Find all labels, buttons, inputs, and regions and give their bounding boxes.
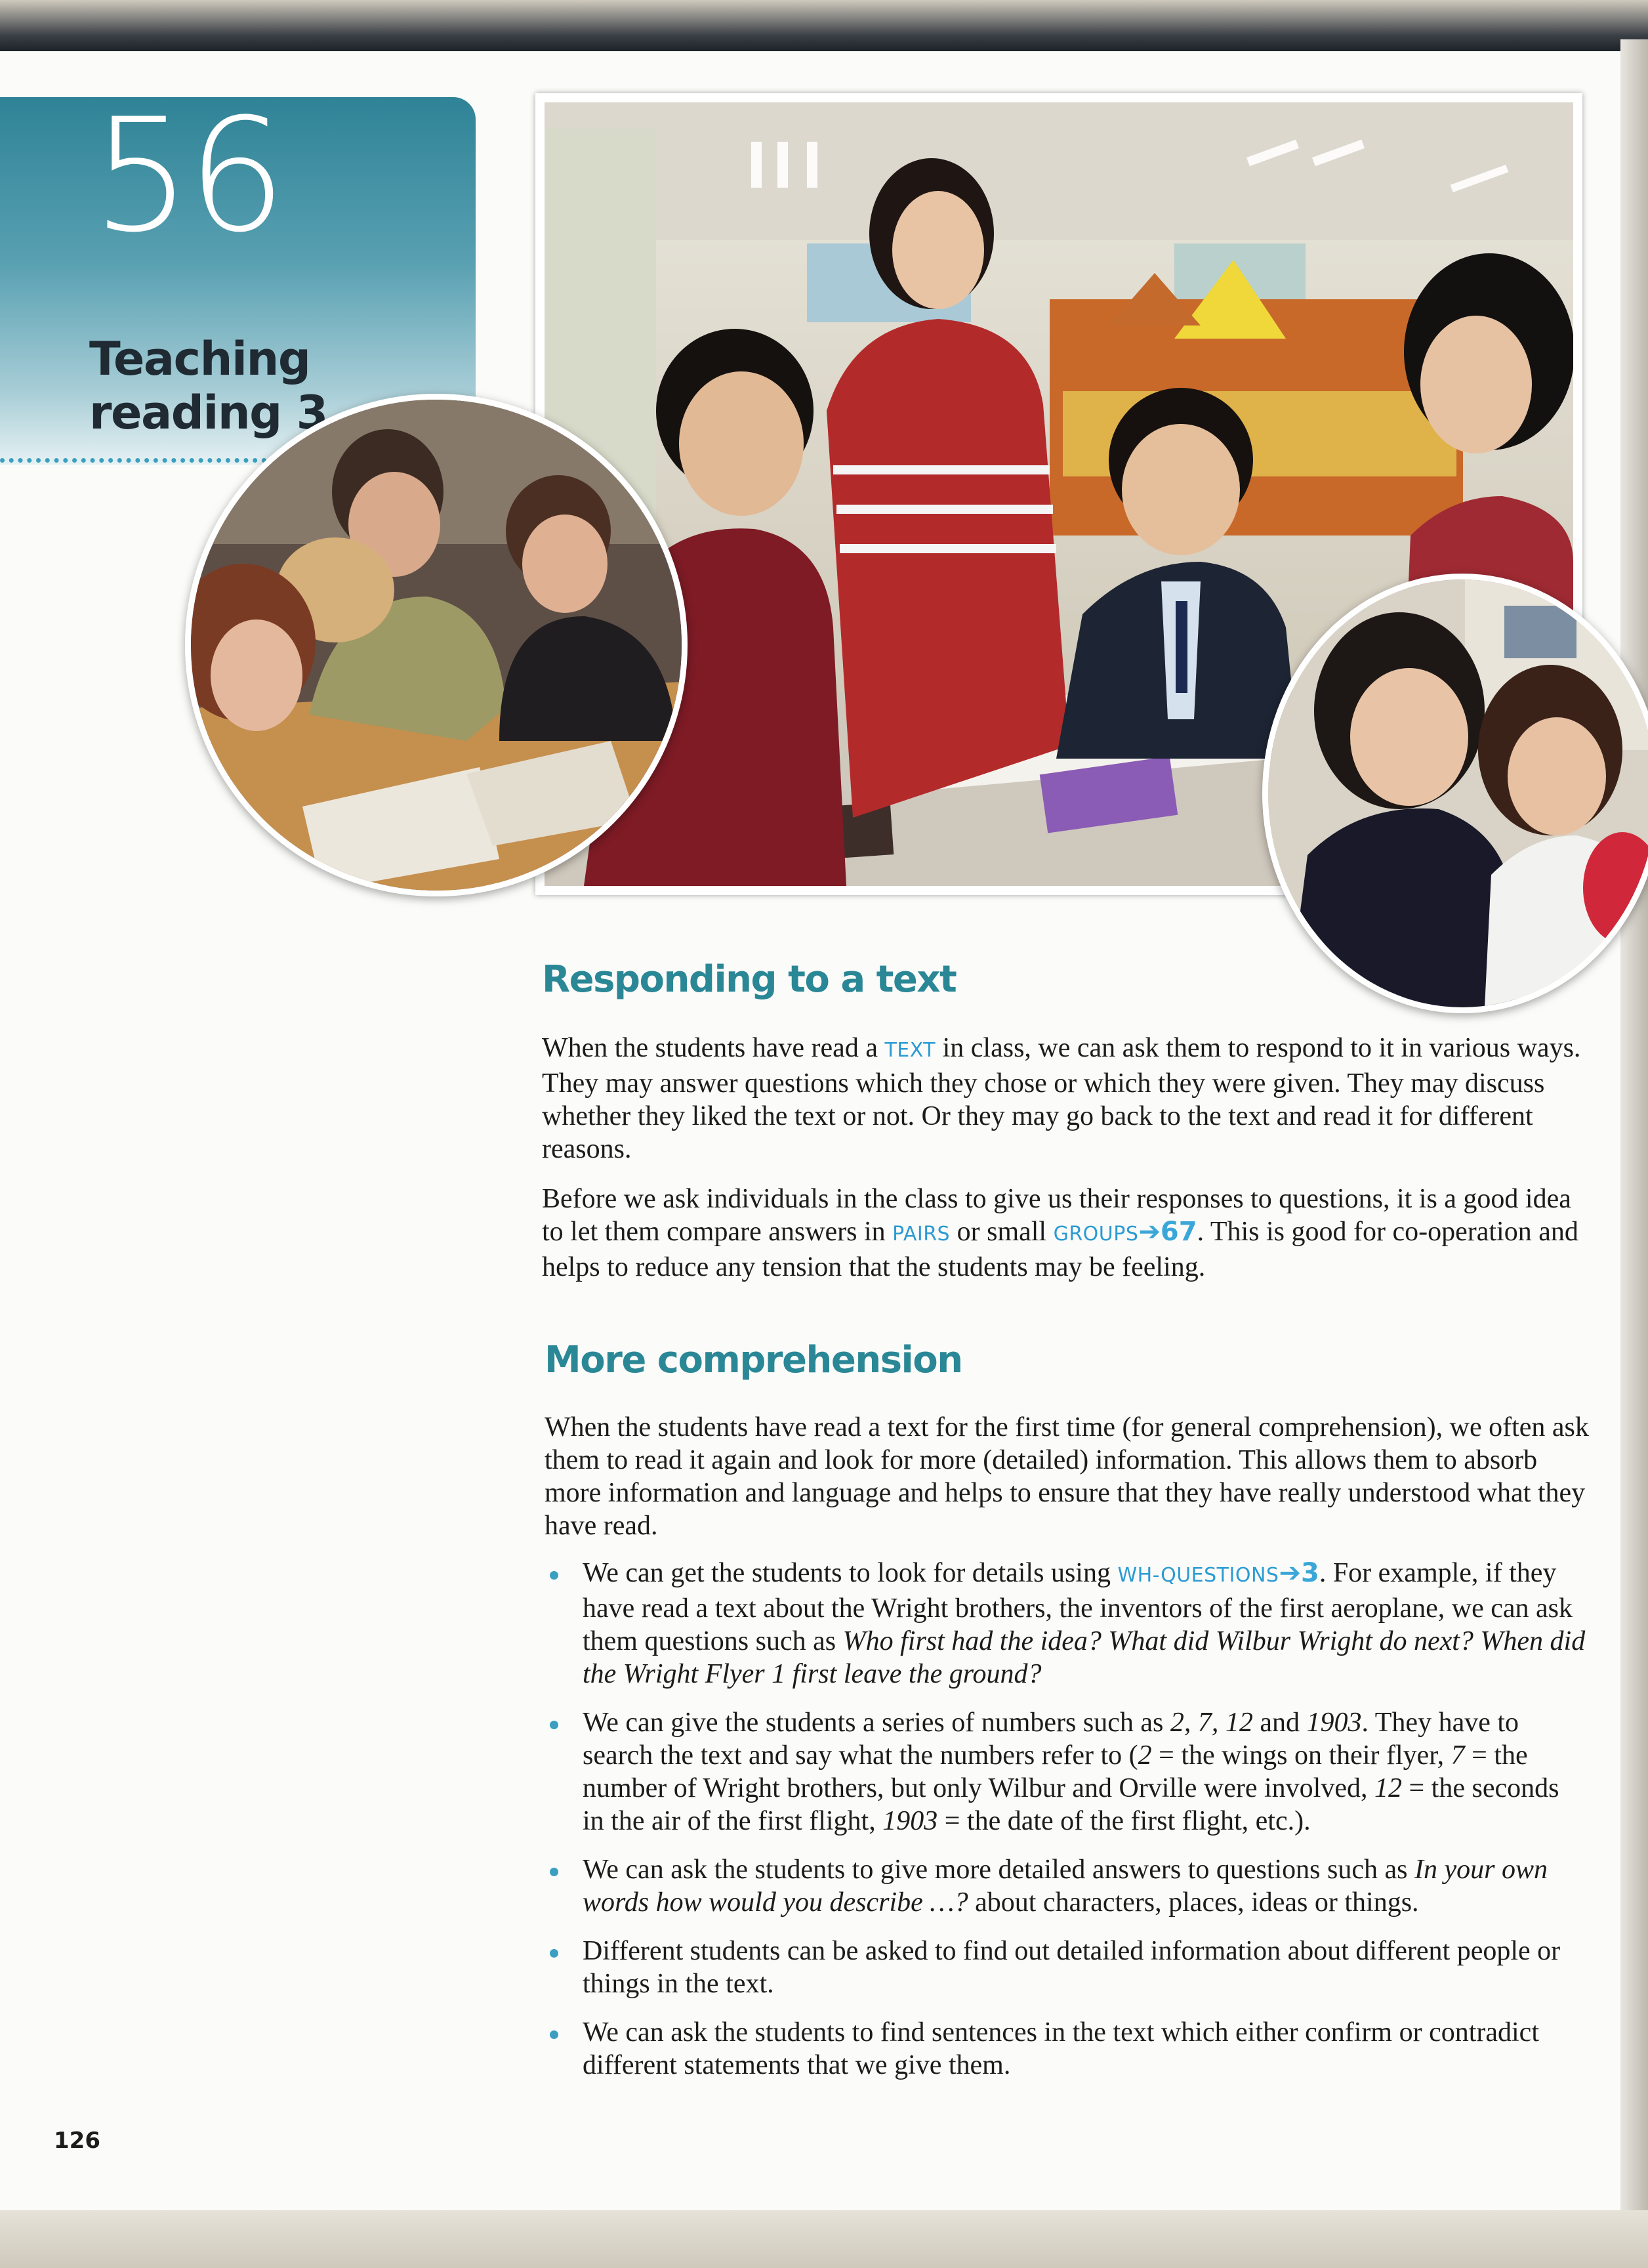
- list-item: Different students can be asked to find out detailed information about different people or things in the text.: [550, 1935, 1586, 2000]
- list-item: We can ask the students to find sentences in the text which either confirm or contradict different statements that we give them.: [550, 2016, 1586, 2082]
- paragraph-comprehension-intro: When the students have read a text for the first time (for general comprehension), we often ask them to read it again and look for more (detailed) information. This allows them to absorb more information and language and helps to ensure that they have really understood what they have read.: [545, 1412, 1589, 1541]
- cross-reference-67[interactable]: ➔67: [1138, 1217, 1197, 1247]
- glossary-link-groups[interactable]: GROUPS: [1053, 1223, 1139, 1246]
- list-item: We can ask the students to give more detailed answers to questions such as In your own words how would you describe …? about characters, places, ideas or things.: [550, 1853, 1586, 1919]
- list-item: We can give the students a series of numbers such as 2, 7, 12 and 1903. They have to search the text and say what the numbers refer to (2 = the wings on their flyer, 7 = the number of Wright brothers, but only Wilbur and Orville were involved, 12 = the seconds in the air of the first flight, 1903 = the date of the first flight, etc.).: [550, 1706, 1586, 1838]
- heading-more-comprehension: More comprehension: [545, 1339, 962, 1381]
- adults-reading-illustration: [191, 400, 682, 891]
- dotted-divider: [0, 458, 276, 463]
- glossary-link-wh-questions[interactable]: WH-QUESTIONS: [1117, 1564, 1279, 1587]
- two-students-illustration: [1268, 579, 1648, 1007]
- scan-top-edge: [0, 0, 1648, 51]
- page-number: 126: [54, 2128, 100, 2154]
- glossary-link-text[interactable]: TEXT: [884, 1039, 936, 1062]
- scan-bottom-edge: [0, 2210, 1648, 2268]
- paragraph-responding-1: When the students have read a TEXT in class, we can ask them to respond to it in various ways. They may answer questions which they chose or which they were given. They may discuss whether they liked the text or not. Or they may go back to the text and read it for different reasons.: [542, 1033, 1581, 1164]
- unit-number: 56: [92, 85, 283, 267]
- right-circle-photo: [1262, 574, 1648, 1013]
- left-circle-photo: [185, 394, 688, 896]
- page-edge: [1620, 39, 1648, 2218]
- heading-responding-to-a-text: Responding to a text: [542, 958, 957, 1001]
- list-item: We can get the students to look for details using WH-QUESTIONS➔3. For example, if they have read a text about the Wright brothers, the inventors of the first aeroplane, we can ask them questions such as Who first had the idea? What did Wilbur Wright do next? When did the Wright Flyer 1 first leave the ground?: [550, 1557, 1586, 1690]
- comprehension-bullet-list: [550, 1557, 1586, 2097]
- glossary-link-pairs[interactable]: PAIRS: [892, 1223, 951, 1246]
- cross-reference-3[interactable]: ➔3: [1279, 1558, 1319, 1588]
- paragraph-responding-2: Before we ask individuals in the class to give us their responses to questions, it is a good idea to let them compare answers in PAIRS or small GROUPS➔67. This is good for co-operation and helps to reduce any tension that the students may be feeling.: [542, 1184, 1578, 1282]
- unit-title: Teaching reading 3: [89, 332, 327, 440]
